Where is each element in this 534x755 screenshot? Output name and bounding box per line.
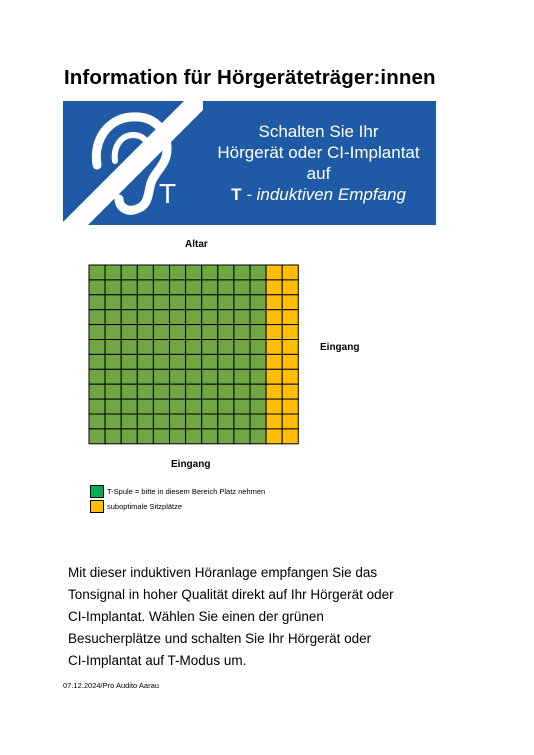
seat-suboptimal [282,399,298,414]
seat-t-coil [250,340,266,355]
seat-t-coil [121,325,137,340]
seat-suboptimal [282,325,298,340]
seat-t-coil [105,429,121,444]
seat-t-coil [186,310,202,325]
seat-t-coil [121,429,137,444]
seat-suboptimal [282,369,298,384]
seat-t-coil [250,310,266,325]
seat-t-coil [105,384,121,399]
seat-t-coil [250,295,266,310]
seat-suboptimal [266,414,282,429]
seat-t-coil [170,265,186,280]
seat-t-coil [234,265,250,280]
seat-t-coil [202,384,218,399]
seat-t-coil [186,399,202,414]
seat-t-coil [105,399,121,414]
seat-t-coil [170,399,186,414]
seat-t-coil [218,310,234,325]
seat-t-coil [153,384,169,399]
seat-t-coil [202,414,218,429]
seat-t-coil [153,414,169,429]
seat-t-coil [89,280,105,295]
seat-t-coil [121,295,137,310]
seat-suboptimal [282,280,298,295]
seat-t-coil [202,399,218,414]
seat-t-coil [153,340,169,355]
seat-suboptimal [266,429,282,444]
seat-t-coil [250,399,266,414]
seat-t-coil [137,429,153,444]
seat-suboptimal [282,340,298,355]
seat-t-coil [137,384,153,399]
seat-t-coil [137,295,153,310]
seat-t-coil [121,340,137,355]
seat-t-coil [153,399,169,414]
seat-t-coil [170,354,186,369]
seat-suboptimal [266,265,282,280]
seat-t-coil [186,429,202,444]
seat-t-coil [234,295,250,310]
seat-t-coil [89,310,105,325]
seat-t-coil [202,325,218,340]
seat-t-coil [89,399,105,414]
altar-label: Altar [185,239,208,250]
banner-line-4-rest: - induktiven Empfang [241,185,406,204]
seat-t-coil [121,354,137,369]
seat-t-coil [202,295,218,310]
seat-t-coil [218,369,234,384]
seat-t-coil [234,310,250,325]
seat-t-coil [170,414,186,429]
seat-suboptimal [266,384,282,399]
banner-line-4-letter: T [231,185,242,204]
seat-suboptimal [266,354,282,369]
seat-t-coil [121,310,137,325]
seat-t-coil [105,340,121,355]
page-title: Information für Hörgeräteträger:innen [64,66,436,89]
seat-t-coil [250,429,266,444]
seat-t-coil [170,295,186,310]
seat-t-coil [137,265,153,280]
seat-t-coil [202,429,218,444]
seat-t-coil [153,429,169,444]
seat-suboptimal [266,325,282,340]
seat-t-coil [186,280,202,295]
seat-suboptimal [282,310,298,325]
banner-line-3: auf [306,164,331,183]
legend-label-yellow: suboptimale Sitzplätze [107,501,183,511]
seat-t-coil [250,265,266,280]
seat-t-coil [250,384,266,399]
seat-t-coil [186,384,202,399]
seat-suboptimal [266,295,282,310]
seat-suboptimal [282,295,298,310]
seat-suboptimal [282,265,298,280]
seat-t-coil [170,310,186,325]
seat-suboptimal [282,384,298,399]
seat-suboptimal [282,429,298,444]
seat-t-coil [218,399,234,414]
footer-date-source: 07.12.2024/Pro Audito Aarau [63,681,159,690]
seat-t-coil [137,414,153,429]
seat-t-coil [218,325,234,340]
seat-t-coil [153,369,169,384]
seat-t-coil [186,369,202,384]
seat-t-coil [234,354,250,369]
seat-t-coil [121,265,137,280]
seat-t-coil [250,414,266,429]
seat-t-coil [170,325,186,340]
seat-t-coil [153,265,169,280]
body-line-2: Tonsignal in hoher Qualität direkt auf Ihr Hörgerät oder [68,587,394,602]
seat-t-coil [89,414,105,429]
legend-label-green: T-Spule = bitte in diesem Bereich Platz nehmen [107,486,266,496]
seat-t-coil [121,384,137,399]
seat-suboptimal [266,399,282,414]
seat-t-coil [105,414,121,429]
seat-t-coil [218,354,234,369]
seat-t-coil [137,280,153,295]
seat-suboptimal [282,414,298,429]
seat-t-coil [89,429,105,444]
seat-t-coil [234,340,250,355]
seat-suboptimal [266,310,282,325]
seat-t-coil [250,354,266,369]
seat-t-coil [202,310,218,325]
seat-t-coil [89,354,105,369]
banner-line-1: Schalten Sie Ihr [258,122,379,141]
seat-t-coil [234,414,250,429]
seat-t-coil [234,369,250,384]
seat-t-coil [153,325,169,340]
seat-t-coil [105,265,121,280]
body-line-1: Mit dieser induktiven Höranlage empfangen Sie das [68,565,378,580]
seat-t-coil [186,354,202,369]
seat-t-coil [186,295,202,310]
seat-t-coil [105,354,121,369]
seat-t-coil [137,310,153,325]
seat-t-coil [153,280,169,295]
seat-suboptimal [282,354,298,369]
body-line-4: Besucherplätze und schalten Sie Ihr Hörgerät oder [68,631,372,646]
seat-t-coil [186,325,202,340]
seat-t-coil [121,369,137,384]
seat-t-coil [89,325,105,340]
seat-t-coil [121,399,137,414]
seat-t-coil [186,265,202,280]
seat-t-coil [105,325,121,340]
seat-t-coil [137,399,153,414]
seat-t-coil [218,280,234,295]
seat-t-coil [89,384,105,399]
seat-t-coil [202,280,218,295]
hearing-loop-banner [63,101,436,225]
seat-t-coil [153,310,169,325]
seat-t-coil [153,295,169,310]
seat-t-coil [250,325,266,340]
seat-suboptimal [266,340,282,355]
legend-swatch-green [90,485,104,498]
seat-t-coil [105,310,121,325]
hearing-loop-ear-icon [63,101,203,225]
seat-t-coil [234,384,250,399]
seat-suboptimal [266,369,282,384]
legend-item-yellow [90,499,265,513]
banner-line-2: Hörgerät oder CI-Implantat [217,143,420,162]
banner-text [201,121,436,205]
body-paragraph [68,562,468,672]
entrance-label-bottom: Eingang [171,459,211,470]
legend [90,484,265,514]
seat-t-coil [218,384,234,399]
seating-grid [88,264,300,446]
seat-t-coil [153,354,169,369]
seat-t-coil [105,369,121,384]
seat-t-coil [105,295,121,310]
legend-swatch-yellow [90,500,104,513]
seat-t-coil [234,429,250,444]
banner-line-4 [201,184,436,205]
seat-t-coil [186,340,202,355]
body-line-3: CI-Implantat. Wählen Sie einen der grünen [68,609,324,624]
seat-t-coil [202,265,218,280]
seat-t-coil [202,354,218,369]
seat-t-coil [218,429,234,444]
seat-t-coil [137,354,153,369]
seat-t-coil [234,399,250,414]
entrance-label-right: Eingang [320,342,360,353]
legend-item-green [90,484,265,498]
seat-t-coil [234,325,250,340]
seat-t-coil [170,340,186,355]
seat-t-coil [121,414,137,429]
seat-t-coil [170,384,186,399]
seat-t-coil [121,280,137,295]
seat-t-coil [89,340,105,355]
seat-t-coil [137,340,153,355]
seat-suboptimal [266,280,282,295]
seat-t-coil [218,414,234,429]
seat-t-coil [218,340,234,355]
seat-t-coil [89,369,105,384]
body-line-5: CI-Implantat auf T-Modus um. [68,653,247,668]
seat-t-coil [89,265,105,280]
seat-t-coil [89,295,105,310]
seat-t-coil [137,325,153,340]
seat-t-coil [202,340,218,355]
seat-t-coil [202,369,218,384]
icon-letter-t: T [159,178,177,209]
seat-t-coil [170,280,186,295]
seat-t-coil [170,429,186,444]
seat-t-coil [186,414,202,429]
seat-t-coil [218,295,234,310]
seat-t-coil [234,280,250,295]
seat-t-coil [218,265,234,280]
seat-t-coil [105,280,121,295]
seat-t-coil [170,369,186,384]
seat-t-coil [250,369,266,384]
seat-t-coil [250,280,266,295]
seat-t-coil [137,369,153,384]
